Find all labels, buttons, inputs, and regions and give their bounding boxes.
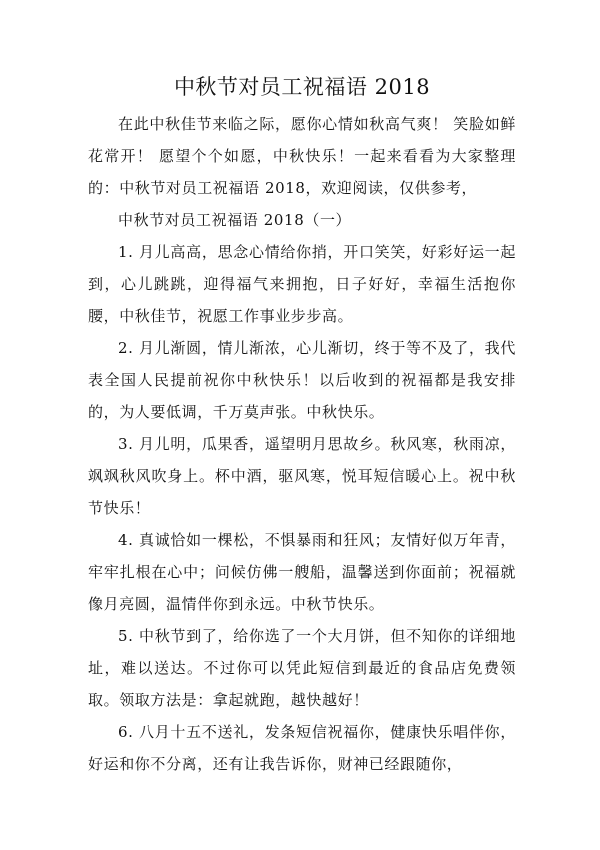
greeting-item-6: 6. 八月十五不送礼，发条短信祝福你，健康快乐唱伴你，好运和你不分离，还有让我告诉你，财神已经跟随你， <box>88 723 516 773</box>
document-title: 中秋节对员工祝福语 2018 <box>173 75 431 99</box>
section-heading: 中秋节对员工祝福语 2018（一） <box>118 211 352 229</box>
intro-paragraph: 在此中秋佳节来临之际，愿你心情如秋高气爽！ 笑脸如鲜花常开！ 愿望个个如愿，中秋快乐！一起来看看为大家整理的：中秋节对员工祝福语 2018，欢迎阅读，仅供参考， <box>88 115 516 197</box>
greeting-item-4: 4. 真诚恰如一棵松，不惧暴雨和狂风；友情好似万年青，牢牢扎根在心中；问候仿佛一艘船，温馨送到你面前；祝福就像月亮圆，温情伴你到永远。中秋节快乐。 <box>88 531 516 613</box>
greeting-item-3: 3. 月儿明，瓜果香，遥望明月思故乡。秋风寒，秋雨凉，飒飒秋风吹身上。杯中酒，驱风寒，悦耳短信暖心上。祝中秋节快乐！ <box>88 435 516 517</box>
greeting-item-5: 5. 中秋节到了，给你选了一个大月饼，但不知你的详细地址，难以送达。不过你可以凭此短信到最近的食品店免费领取。领取方法是：拿起就跑，越快越好！ <box>88 627 516 709</box>
greeting-item-2: 2. 月儿渐圆，情儿渐浓，心儿渐切，终于等不及了，我代表全国人民提前祝你中秋快乐！以后收到的祝福都是我安排的，为人要低调，千万莫声张。中秋快乐。 <box>88 339 516 421</box>
document-page <box>88 72 516 780</box>
greeting-item-1: 1. 月儿高高，思念心情给你捎，开口笑笑，好彩好运一起到，心儿跳跳，迎得福气来拥抱，日子好好，幸福生活抱你腰，中秋佳节，祝愿工作事业步步高。 <box>88 243 516 325</box>
